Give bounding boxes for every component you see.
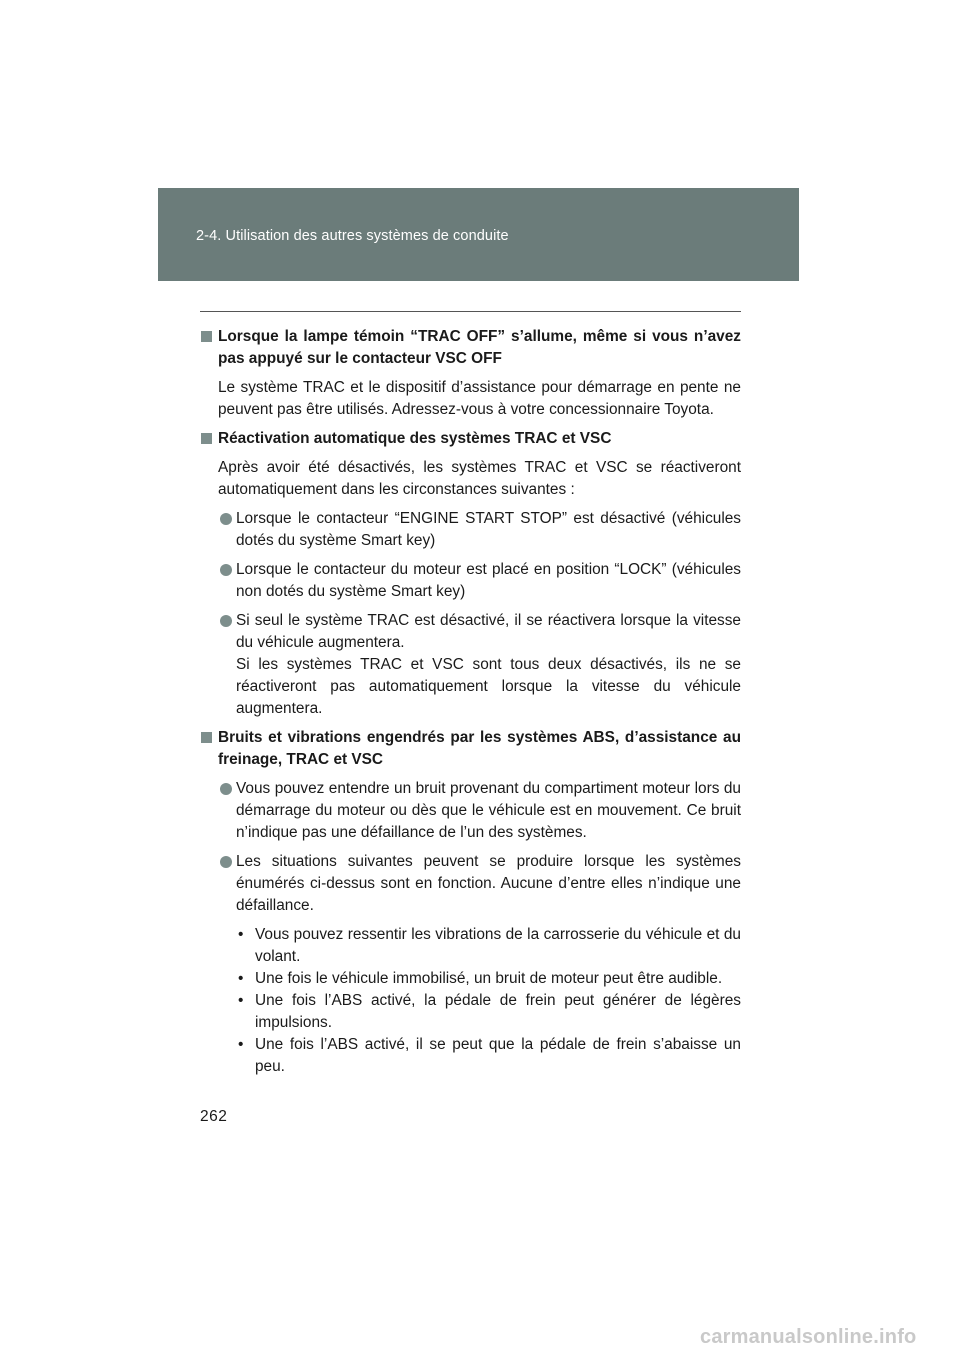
section-body: Le système TRAC et le dispositif d’assistance pour démarrage en pente ne peuvent pas être utilisés. Adressez-vous à votre concessionnaire Toyota. <box>218 379 741 418</box>
section-heading-trac-off-lamp <box>200 326 741 370</box>
section-heading-text: Bruits et vibrations engendrés par les systèmes ABS, d’assistance au freinage, TRAC et VSC <box>218 729 741 768</box>
section-heading-text: Réactivation automatique des systèmes TRAC et VSC <box>218 430 612 447</box>
list-item-text: Lorsque le contacteur du moteur est placé en position “LOCK” (véhicules non dotés du système Smart key) <box>236 561 741 600</box>
list-item <box>200 851 741 917</box>
sub-bullet-text: Vous pouvez ressentir les vibrations de la carrosserie du véhicule et du volant. <box>255 926 741 965</box>
sub-bullet-item <box>200 968 741 990</box>
section-heading-auto-reactivation <box>200 428 741 450</box>
list-item <box>200 610 741 720</box>
sub-bullet-item <box>200 924 741 968</box>
chapter-title: 2-4. Utilisation des autres systèmes de conduite <box>196 228 509 244</box>
sub-bullet-item <box>200 990 741 1034</box>
list-item-continuation: Si les systèmes TRAC et VSC sont tous deux désactivés, ils ne se réactiveront pas automatiquement lorsque la vitesse du véhicule augmentera. <box>236 656 741 717</box>
sub-bullet-item <box>200 1034 741 1078</box>
list-item-text: Les situations suivantes peuvent se produire lorsque les systèmes énumérés ci-dessus sont en fonction. Aucune d’entre elles n’indique une défaillance. <box>236 853 741 914</box>
bullet-glyph: • <box>238 1036 244 1053</box>
list-item <box>200 559 741 603</box>
round-bullet-icon <box>220 783 232 795</box>
round-bullet-icon <box>220 513 232 525</box>
watermark: carmanualsonline.info <box>700 1326 917 1348</box>
chapter-header-band <box>158 188 799 281</box>
list-item-text: Vous pouvez entendre un bruit provenant du compartiment moteur lors du démarrage du moteur ou dès que le véhicule est en mouvement. Ce bruit n’indique pas une défaillance de l’un des systèmes. <box>236 780 741 841</box>
section-body: Après avoir été désactivés, les systèmes TRAC et VSC se réactiveront automatiquement dans les circonstances suivantes : <box>218 459 741 498</box>
section-divider <box>200 311 741 312</box>
round-bullet-icon <box>220 856 232 868</box>
bullet-glyph: • <box>238 926 244 943</box>
sub-bullet-text: Une fois le véhicule immobilisé, un bruit de moteur peut être audible. <box>255 970 723 987</box>
list-item <box>200 508 741 552</box>
bullet-glyph: • <box>238 992 244 1009</box>
square-bullet-icon <box>201 732 212 743</box>
page-number: 262 <box>200 1108 228 1125</box>
round-bullet-icon <box>220 564 232 576</box>
bullet-glyph: • <box>238 970 244 987</box>
list-item-text: Lorsque le contacteur “ENGINE START STOP” est désactivé (véhicules dotés du système Smart key) <box>236 510 741 549</box>
list-item <box>200 778 741 844</box>
sub-bullet-text: Une fois l’ABS activé, il se peut que la pédale de frein s’abaisse un peu. <box>255 1036 741 1075</box>
sub-bullet-text: Une fois l’ABS activé, la pédale de frein peut générer de légères impulsions. <box>255 992 741 1031</box>
round-bullet-icon <box>220 615 232 627</box>
section-heading-noise-vibrations <box>200 727 741 771</box>
sub-bullet-list <box>200 924 741 1078</box>
section-heading-text: Lorsque la lampe témoin “TRAC OFF” s’allume, même si vous n’avez pas appuyé sur le contacteur VSC OFF <box>218 328 741 367</box>
square-bullet-icon <box>201 331 212 342</box>
list-item-text: Si seul le système TRAC est désactivé, il se réactivera lorsque la vitesse du véhicule augmentera. <box>236 612 741 651</box>
square-bullet-icon <box>201 433 212 444</box>
page-content <box>200 326 741 1078</box>
